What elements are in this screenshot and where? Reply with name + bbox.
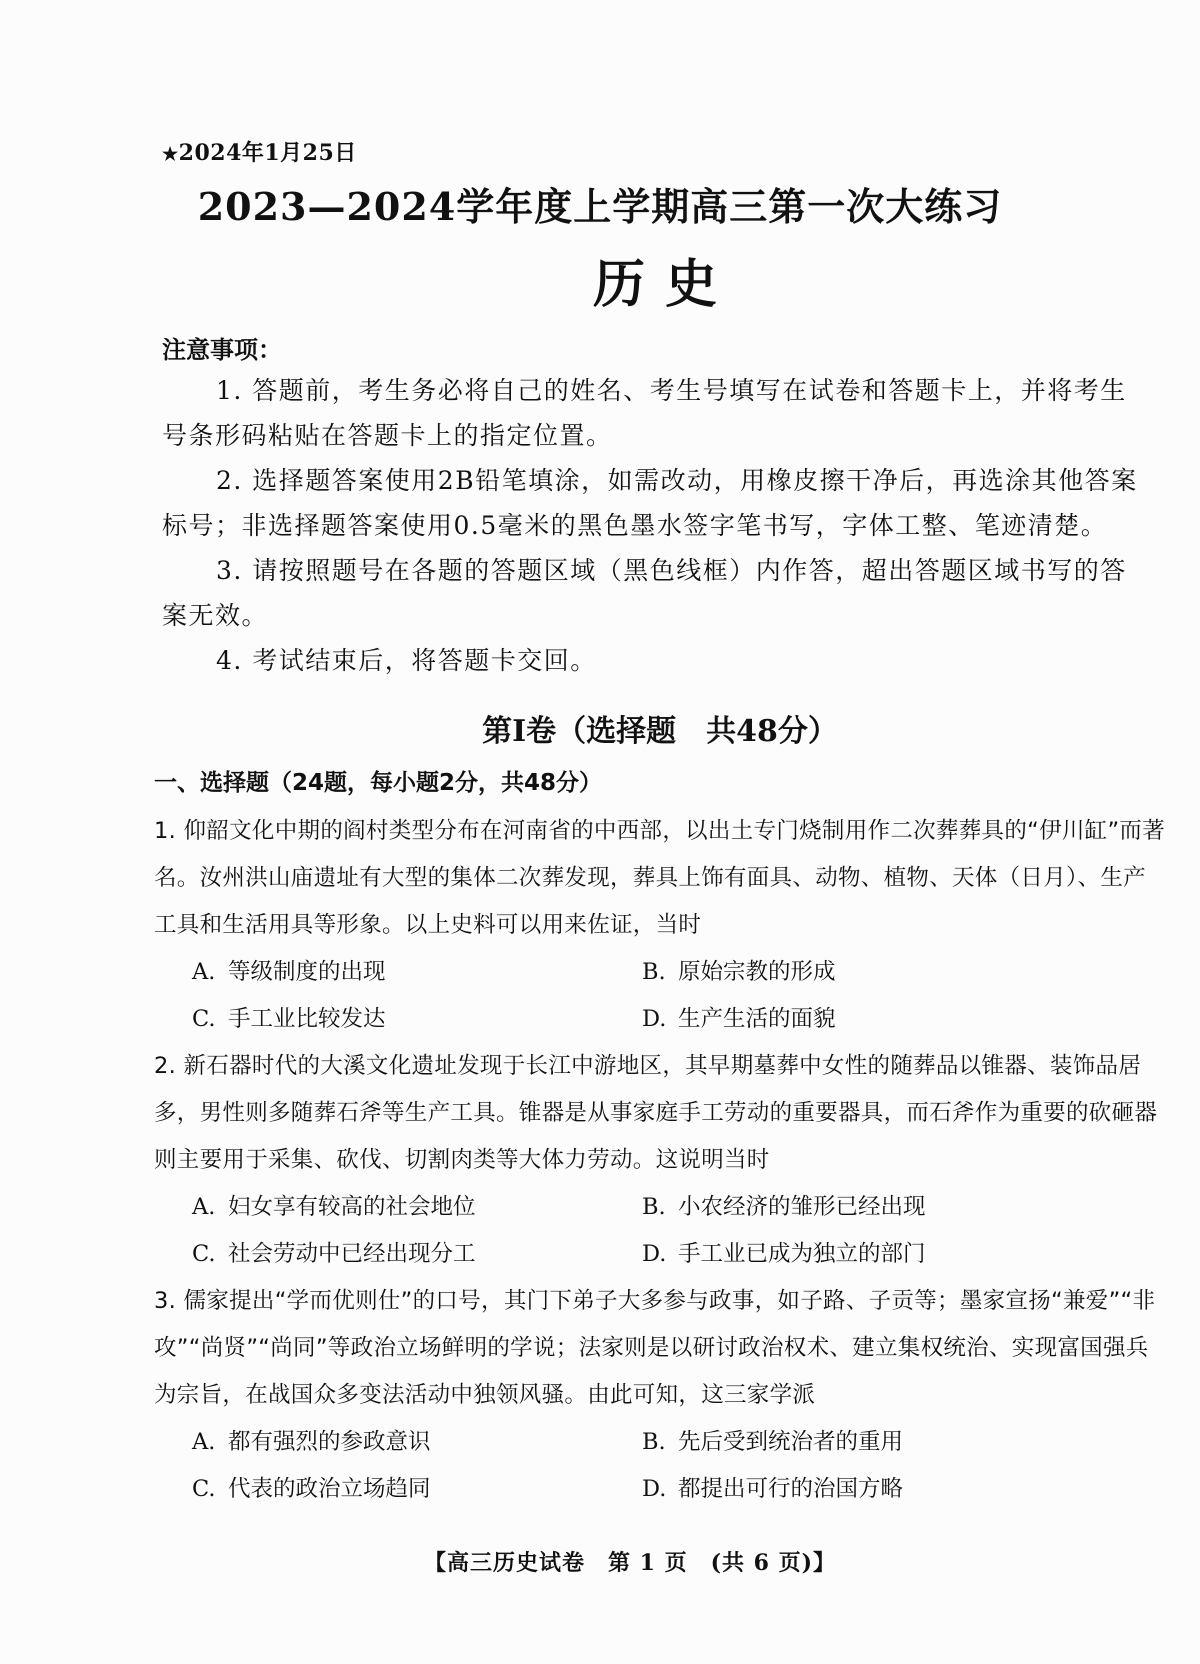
question-options [192,949,1166,1043]
note-item: 4. 考试结束后，将答题卡交回。 [216,646,597,675]
option-text: 都提出可行的治国方略 [678,1476,904,1502]
option-d [642,1231,1092,1278]
option-b [642,1184,1092,1231]
option-text: 先后受到统治者的重用 [678,1429,904,1455]
question-stem: 3. 儒家提出“学而优则仕”的口号，其门下弟子大多参与政事，如子路、子贡等；墨家宣扬“兼爱”“非攻”“尚贤”“尚同”等政治立场鲜明的学说；法家则是以研讨政治权术、建立集权统治、实现富国强兵为宗旨，在战国众多变法活动中独领风骚。由此可知，这三家学派 [154,1288,1156,1408]
option-letter: B. [642,959,666,985]
option-letter: A. [192,1429,216,1455]
note-item: 1. 答题前，考生务必将自己的姓名、考生号填写在试卷和答题卡上，并将考生号条形码粘贴在答题卡上的指定位置。 [162,376,1127,450]
note-item: 3. 请按照题号在各题的答题区域（黑色线框）内作答，超出答题区域书写的答案无效。 [162,556,1127,630]
option-text: 生产生活的面貌 [678,1006,836,1032]
option-letter: D. [642,1476,667,1502]
option-letter: B. [642,1429,666,1455]
option-letter: D. [642,1006,667,1032]
option-a [192,1184,642,1231]
option-text: 手工业比较发达 [228,1006,386,1032]
option-text: 手工业已成为独立的部门 [678,1241,926,1267]
option-letter: C. [192,1006,216,1032]
notes-list [162,368,1152,683]
page-footer: 【高三历史试卷 第 1 页 (共 6 页)】 [423,1550,837,1576]
notes-heading: 注意事项： [162,335,282,364]
question-stem: 1. 仰韶文化中期的阎村类型分布在河南省的中西部，以出土专门烧制用作二次葬葬具的“伊川缸”而著名。汝州洪山庙遗址有大型的集体二次葬发现，葬具上饰有面具、动物、植物、天体（日月）、生产工具和生活用具等形象。以上史料可以用来佐证，当时 [154,818,1166,938]
question-options [192,1184,1166,1278]
option-text: 代表的政治立场趋同 [228,1476,431,1502]
option-text: 社会劳动中已经出现分工 [228,1241,476,1267]
option-a [192,949,642,996]
option-a [192,1419,642,1466]
option-b [642,949,1092,996]
option-letter: D. [642,1241,667,1267]
exam-title: 2023—2024学年度上学期高三第一次大练习 [197,184,1003,229]
question-1 [154,808,1166,1043]
note-item: 2. 选择题答案使用2B铅笔填涂，如需改动，用橡皮擦干净后，再选涂其他答案标号；非选择题答案使用0.5毫米的黑色墨水签字笔书写，字体工整、笔迹清楚。 [162,466,1138,540]
option-text: 等级制度的出现 [228,959,386,985]
option-letter: C. [192,1476,216,1502]
option-text: 都有强烈的参政意识 [228,1429,431,1455]
subject-title: 历史 [592,254,737,315]
section-title: 第Ⅰ卷（选择题 共48分） [482,714,838,749]
option-text: 原始宗教的形成 [678,959,836,985]
option-letter: A. [192,1194,216,1220]
option-c [192,1231,642,1278]
exam-date [162,136,357,167]
option-text: 小农经济的雏形已经出现 [678,1194,926,1220]
question-options [192,1419,1166,1513]
question-list [154,808,1166,1513]
question-stem: 2. 新石器时代的大溪文化遗址发现于长江中游地区，其早期墓葬中女性的随葬品以锥器、装饰品居多，男性则多随葬石斧等生产工具。锥器是从事家庭手工劳动的重要器具，而石斧作为重要的砍砸器则主要用于采集、砍伐、切割肉类等大体力劳动。这说明当时 [154,1053,1158,1173]
part-heading: 一、选择题（24题，每小题2分，共48分） [154,770,603,796]
option-b [642,1419,1092,1466]
option-d [642,1466,1092,1513]
option-c [192,996,642,1043]
exam-date-text: 2024年1月25日 [178,140,357,166]
star-icon: ★ [162,144,179,165]
question-3 [154,1278,1166,1513]
question-2 [154,1043,1166,1278]
option-d [642,996,1092,1043]
option-letter: C. [192,1241,216,1267]
option-letter: B. [642,1194,666,1220]
option-letter: A. [192,959,216,985]
option-text: 妇女享有较高的社会地位 [228,1194,476,1220]
option-c [192,1466,642,1513]
